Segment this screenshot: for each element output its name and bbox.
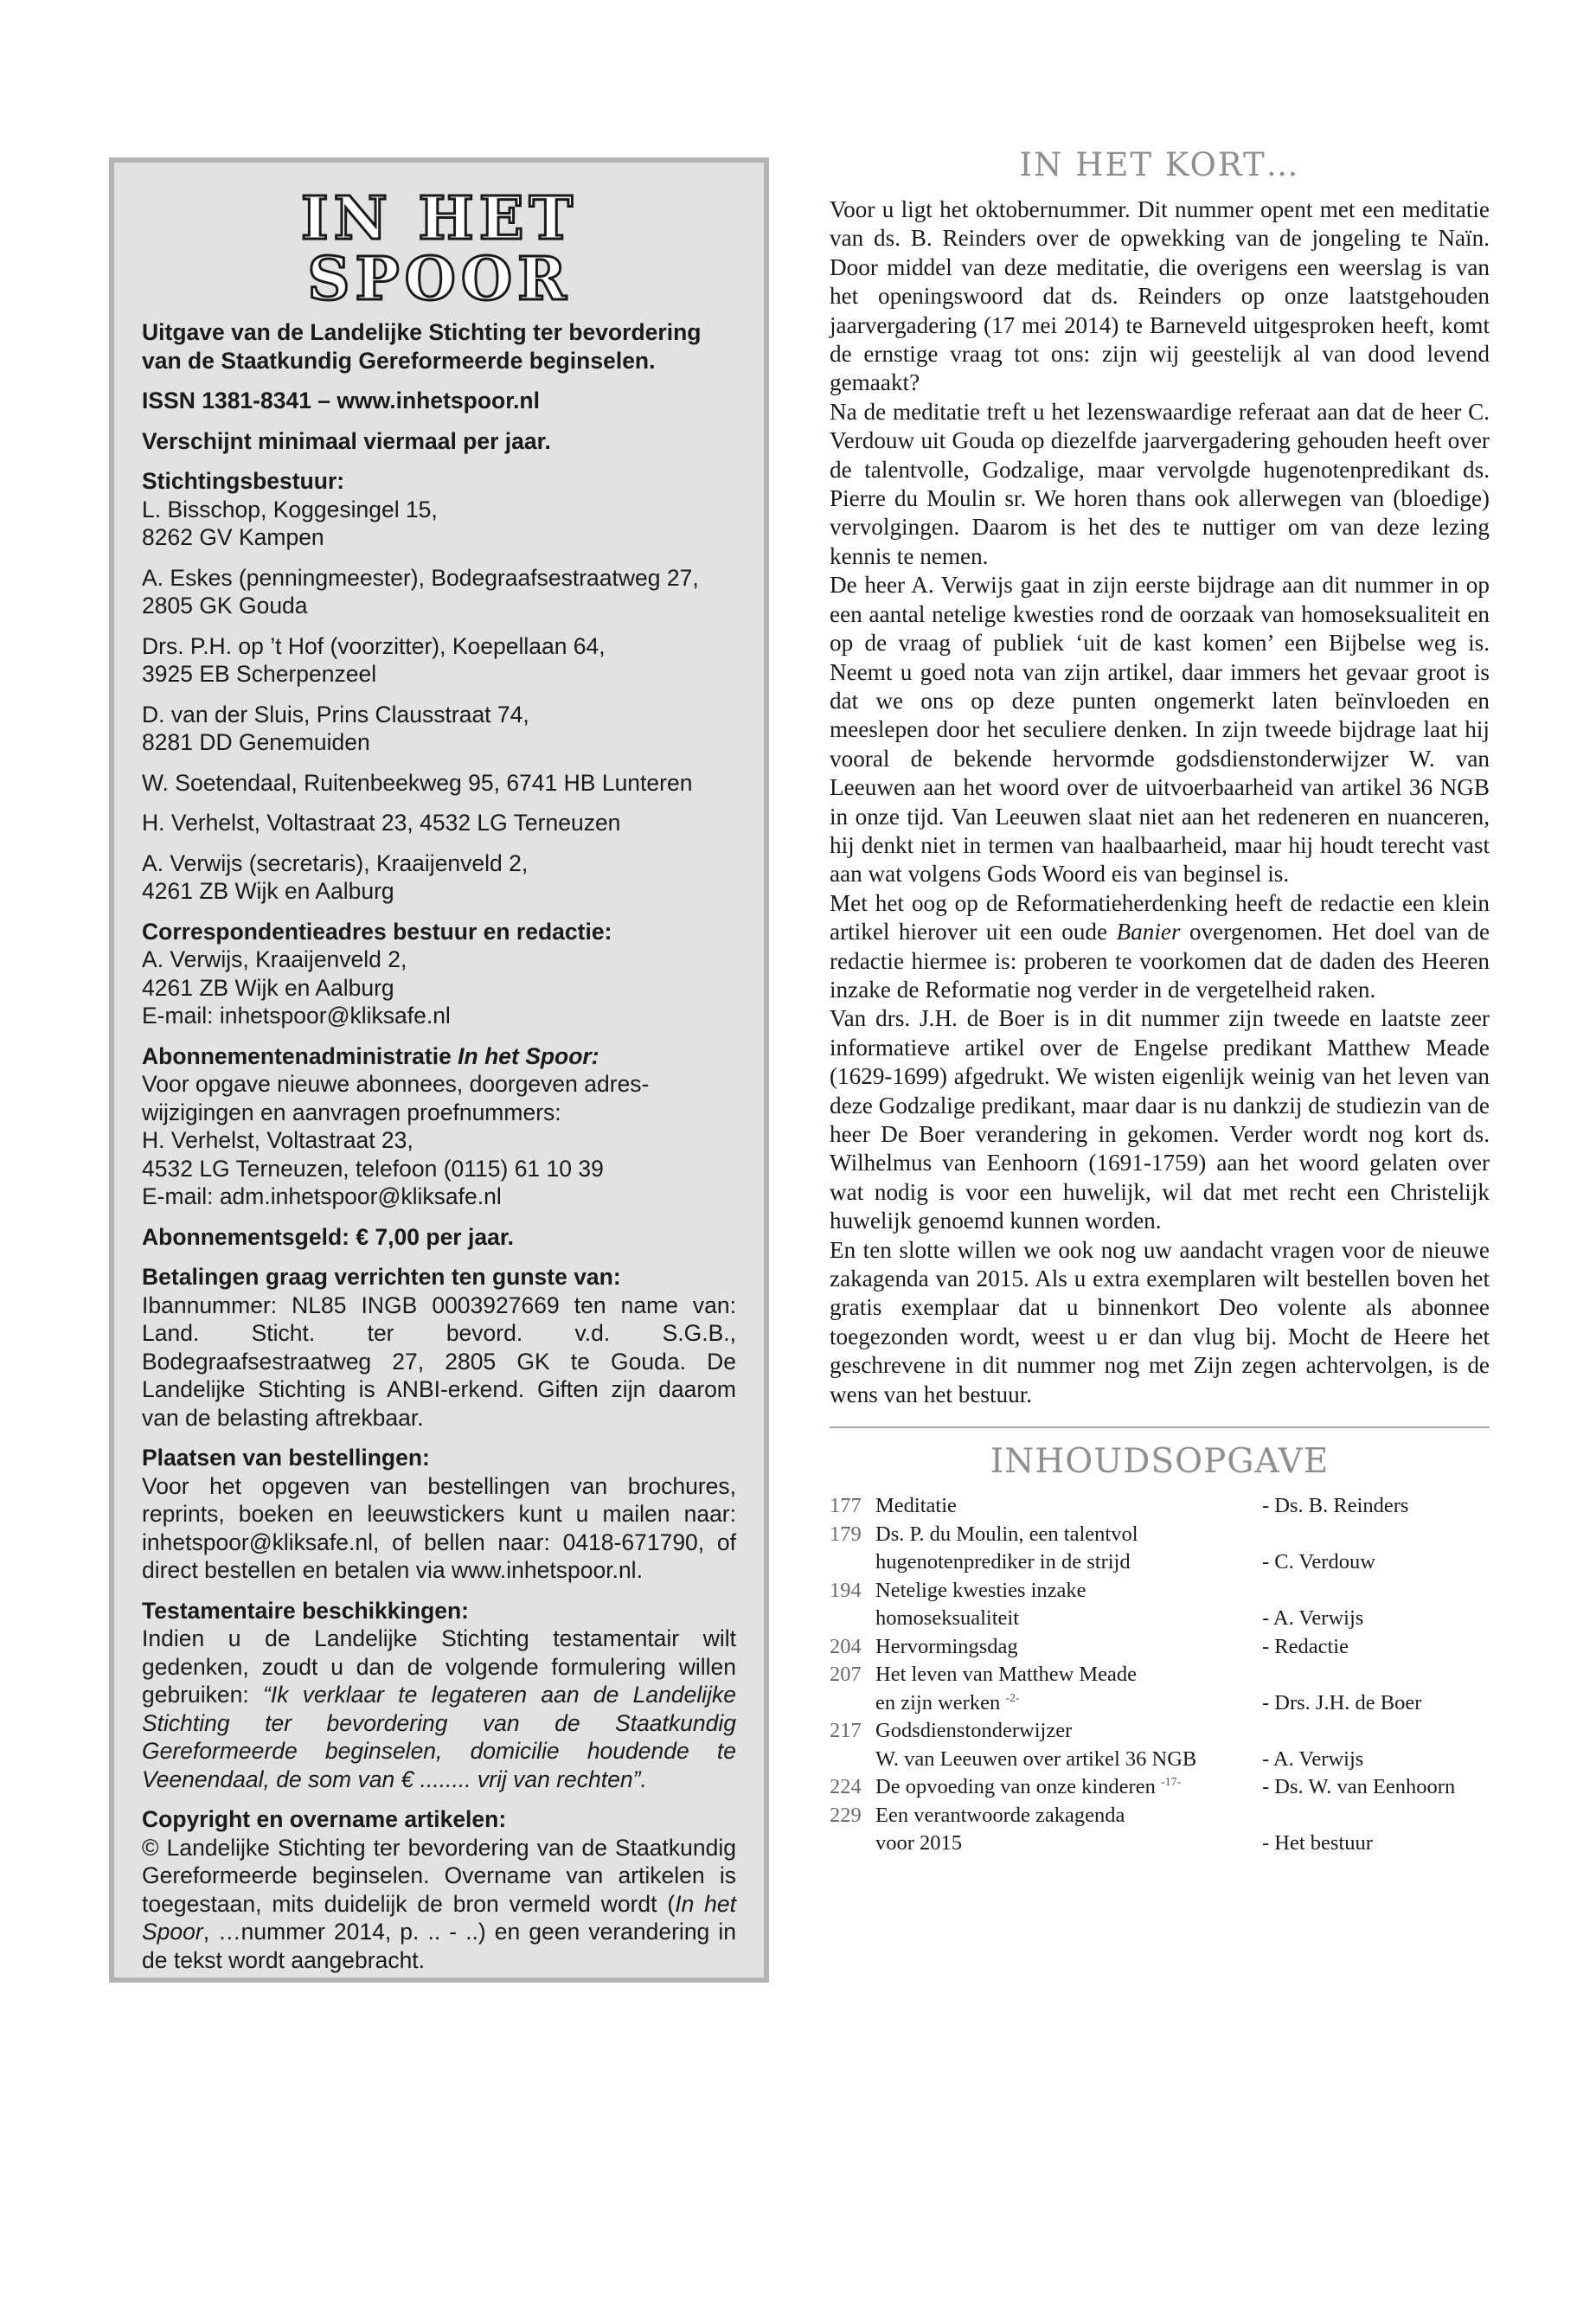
- board-heading: Stichtingsbestuur:: [142, 468, 345, 494]
- toc-row[interactable]: voor 2015 - Het bestuur: [875, 1831, 1373, 1856]
- board-member: Drs. P.H. op ’t Hof (voorzitter), Koepellaan 64, 3925 EB Scherpenzeel: [142, 632, 606, 687]
- toc-row[interactable]: 179 Ds. P. du Moulin, een talentvol: [830, 1522, 1138, 1546]
- payment-heading: Betalingen graag verrichten ten gunste van:: [142, 1264, 621, 1290]
- table-of-contents: [830, 1492, 1490, 1858]
- subscriptions-heading: Abonnementenadministratie In het Spoor:: [142, 1042, 599, 1069]
- intro-paragraph: Na de meditatie treft u het lezenswaardige referaat aan dat de heer C. Verdouw uit Gouda op diezelfde jaarvergadering gehouden heeft over de talentvolle, Godzalige, maar vervolgde hugenotenpredikant ds. Pierre du Moulin sr. We horen thans ook allerwegen van (bloedige) vervolgingen. Daarom is het des te nuttiger om van deze lezing kennis te nemen.: [830, 398, 1490, 569]
- testament-quote: “Ik verklaar te legateren aan de Landelijke Stichting ter bevordering van de Staatkundig Gereformeerde beginselen, domicilie houdende te Veenendaal, de som van € ........ vrij van rechten”.: [142, 1682, 736, 1792]
- board-member: W. Soetendaal, Ruitenbeekweg 95, 6741 HB Lunteren: [142, 769, 693, 796]
- correspondence-heading: Correspondentieadres bestuur en redactie:: [142, 918, 612, 945]
- toc-row[interactable]: 177 Meditatie - Ds. B. Reinders: [830, 1494, 1409, 1518]
- frequency: Verschijnt minimaal viermaal per jaar.: [142, 427, 551, 454]
- intro-paragraph: Met het oog op de Reformatieherdenking heeft de redactie een klein artikel hierover uit een oude Banier overgenomen. Het doel van de redactie hiermee is: proberen te voorkomen dat de daden des Heeren inzake de Reformatie nog verder in de vergetelheid raken.: [830, 889, 1490, 1003]
- payment-info: Ibannummer: NL85 INGB 0003927669 ten name van: Land. Sticht. ter bevord. v.d. S.G.B., Bodegraafsestraatweg 27, 2805 GK te Gouda. De Landelijke Stichting is ANBI-erkend. Giften zijn daarom van de belasting aftrekbaar.: [142, 1292, 736, 1431]
- board-member: L. Bisschop, Koggesingel 15, 8262 GV Kampen: [142, 496, 438, 550]
- toc-title: INHOUDSOPGAVE: [990, 1442, 1330, 1482]
- publisher: Uitgave van de Landelijke Stichting ter bevordering van de Staatkundig Gereformeerde beginselen.: [142, 319, 702, 374]
- toc-row[interactable]: W. van Leeuwen over artikel 36 NGB - A. Verwijs: [875, 1747, 1364, 1771]
- intro-paragraph: Van drs. J.H. de Boer is in dit nummer zijn tweede en laatste zeer informatieve artikel over de Engelse predikant Matthew Meade (1629-1699) afgedrukt. We wisten eigenlijk weinig van het leven van deze Godzalige predikant, maar daar is nu dankzij de studiezin van de heer De Boer verandering in gekomen. Verder wordt nog kort ds. Wilhelmus van Eenhoorn (1691-1759) aan het woord gelaten over wat nodig is voor een huwelijk, wil dat met recht een Christelijk huwelijk genoemd kunnen worden.: [830, 1005, 1490, 1234]
- orders-heading: Plaatsen van bestellingen:: [142, 1445, 430, 1471]
- toc-row[interactable]: 204 Hervormingsdag - Redactie: [830, 1634, 1349, 1658]
- toc-row[interactable]: hugenotenprediker in de strijd - C. Verdouw: [875, 1550, 1375, 1574]
- colophon-box: [109, 157, 769, 1983]
- testament-info: Indien u de Landelijke Stichting testamentair wilt gedenken, zoudt u dan de volgende formulering willen gebruiken: “Ik verklaar te legateren aan de Landelijke Stichting ter bevordering van de Staatkundig Gereformeerde beginselen, domicilie houdende te Veenendaal, de som van € ........ vrij van rechten”.: [142, 1625, 736, 1792]
- toc-row[interactable]: homoseksualiteit - A. Verwijs: [875, 1606, 1364, 1631]
- toc-row[interactable]: 207 Het leven van Matthew Meade: [830, 1663, 1138, 1687]
- toc-row[interactable]: 224 De opvoeding van onze kinderen $^{-17-}$ - Ds. W. van Eenhoorn: [830, 1775, 1456, 1799]
- section-heading: IN HET KORT…: [1019, 146, 1300, 183]
- intro-paragraph: De heer A. Verwijs gaat in zijn eerste bijdrage aan dit nummer in op een aantal netelige kwesties rond de oorzaak van homoseksualiteit en op de vraag of publiek ‘uit de kast komen’ een Bijbelse weg is. Neemt u goed nota van zijn artikel, daar immers het gevaar groot is dat we ons op deze punten ongemerkt laten beïnvloeden en meeslepen door het seculiere denken. In zijn tweede bijdrage laat hij vooral de bekende hervormde godsdienstonderwijzer W. van Leeuwen aan het woord over de uitvoerbaarheid van artikel 36 NGB in onze tijd. Van Leeuwen slaat niet aan het redeneren en nuanceren, hij denkt niet in termen van haalbaarheid, maar hij houdt terecht vast aan wat volgens Gods Woord eis van beginsel is.: [830, 572, 1490, 888]
- copyright-info: © Landelijke Stichting ter bevordering van de Staatkundig Gereformeerde beginselen. Overname van artikelen is toegestaan, mits duidelijk de bron vermeld wordt (In het Spoor, …nummer 2014, p. .. - ..) en geen verandering in de tekst wordt aangebracht.: [142, 1834, 736, 1973]
- testament-heading: Testamentaire beschikkingen:: [142, 1597, 470, 1624]
- toc-row[interactable]: 194 Netelige kwesties inzake: [830, 1578, 1086, 1602]
- intro-paragraph: En ten slotte willen we ook nog uw aandacht vragen voor de nieuwe zakagenda van 2015. Als u extra exemplaren wilt bestellen boven het gratis exemplaar dat u binnenkort Deo volente als abonnee toegezonden wordt, weest u er dan vlug bij. Mocht de Heere het geschrevene in dit nummer nog met Zijn zegen achtervolgen, is de wens van het bestuur.: [830, 1236, 1490, 1407]
- logo-line-1: IN HET: [300, 185, 578, 253]
- intro-paragraph: Voor u ligt het oktobernummer. Dit nummer opent met een meditatie van ds. B. Reinders over de opwekking van de jongeling te Naïn. Door middel van deze meditatie, die overigens een weerslag is van het openingswoord dat ds. Reinders op onze laatstgehouden jaarvergadering (17 mei 2014) te Barneveld uitgesproken heeft, komt de ernstige vraag tot ons: zijn wij geestelijk al van dood levend gemaakt?: [830, 196, 1490, 396]
- correspondence-email[interactable]: E-mail: inhetspoor@kliksafe.nl: [142, 1003, 451, 1029]
- issn: ISSN 1381-8341 – www.inhetspoor.nl: [142, 388, 540, 413]
- toc-row[interactable]: en zijn werken $^{-2-}$ - Drs. J.H. de Boer: [875, 1690, 1422, 1715]
- logo: [142, 185, 736, 306]
- board-member: H. Verhelst, Voltastraat 23, 4532 LG Terneuzen: [142, 810, 621, 836]
- board-member: D. van der Sluis, Prins Clausstraat 74, 8281 DD Genemuiden: [142, 701, 529, 755]
- copyright-heading: Copyright en overname artikelen:: [142, 1806, 507, 1832]
- subscription-fee: Abonnementsgeld: € 7,00 per jaar.: [142, 1223, 515, 1250]
- logo-wordmark: [258, 185, 621, 306]
- toc-row[interactable]: 229 Een verantwoorde zakagenda: [830, 1803, 1125, 1827]
- board-member: A. Eskes (penningmeester), Bodegraafsestraatweg 27, 2805 GK Gouda: [142, 564, 699, 619]
- board-member: A. Verwijs (secretaris), Kraaijenveld 2, 4261 ZB Wijk en Aalburg: [142, 849, 529, 904]
- correspondence-address: A. Verwijs, Kraaijenveld 2, 4261 ZB Wijk en Aalburg E-mail: inhetspoor@kliksafe.nl: [142, 945, 736, 1030]
- subscriptions-email[interactable]: E-mail: adm.inhetspoor@kliksafe.nl: [142, 1183, 502, 1209]
- logo-line-2: SPOOR: [306, 245, 572, 306]
- toc-row[interactable]: 217 Godsdienstonderwijzer: [830, 1719, 1073, 1743]
- divider: [830, 1426, 1490, 1428]
- orders-info: Voor het opgeven van bestellingen van brochures, reprints, boeken en leeuwstickers kunt u mailen naar: inhetspoor@kliksafe.nl, of bellen naar: 0418-671790, of direct bestellen en betalen via www.inhetspoor.nl.: [142, 1472, 736, 1583]
- main-column: [830, 145, 1490, 1858]
- subscriptions-info: Voor opgave nieuwe abonnees, doorgeven adres- wijzigingen en aanvragen proefnummers: H. Verhelst, Voltastraat 23, 4532 LG Terneuzen, telefoon (0115) 61 10 39 E-mail: adm.inhetspoor@kliksafe.nl: [142, 1070, 736, 1211]
